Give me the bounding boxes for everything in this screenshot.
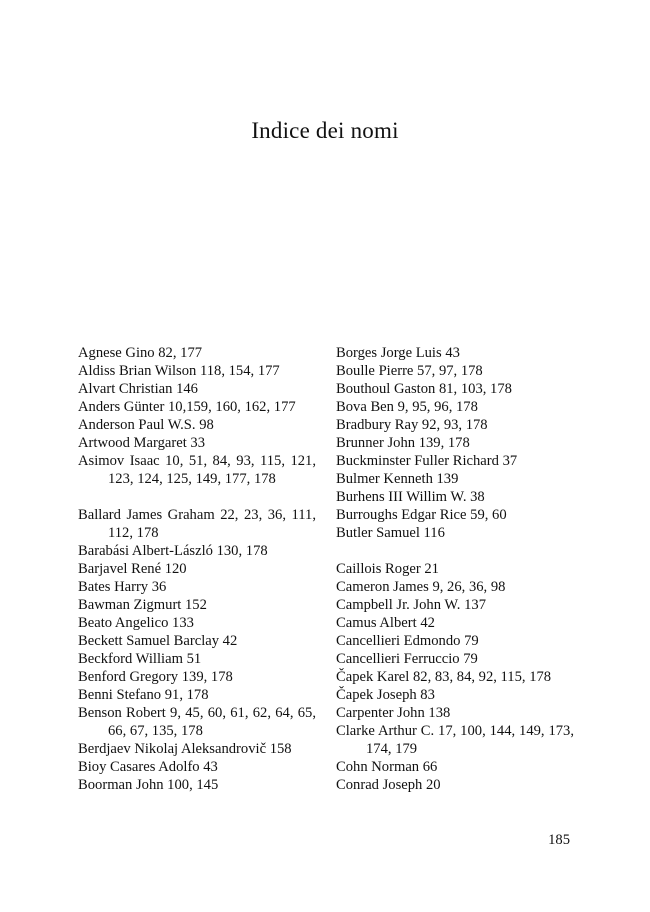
- index-entry: Boorman John 100, 145: [78, 777, 219, 793]
- index-entry: Bouthoul Gaston 81, 103, 178: [336, 381, 512, 397]
- index-entry: Bradbury Ray 92, 93, 178: [336, 417, 488, 433]
- index-entry: Bawman Zigmurt 152: [78, 597, 207, 613]
- index-entry: Cancellieri Ferruccio 79: [336, 651, 478, 667]
- index-entry: Clarke Arthur C. 17, 100, 144, 149, 173, 174, 179: [336, 723, 574, 757]
- index-entry: Bova Ben 9, 95, 96, 178: [336, 399, 478, 415]
- index-entry: Boulle Pierre 57, 97, 178: [336, 363, 483, 379]
- index-entry: Bulmer Kenneth 139: [336, 471, 459, 487]
- index-entry: Berdjaev Nikolaj Aleksandrovič 158: [78, 741, 292, 757]
- index-entry: Agnese Gino 82, 177: [78, 345, 203, 361]
- index-entry: Barjavel René 120: [78, 561, 187, 577]
- index-entry: Benni Stefano 91, 178: [78, 687, 209, 703]
- index-entry: Bates Harry 36: [78, 579, 167, 595]
- index-entry: Beckford William 51: [78, 651, 202, 667]
- index-entry: Brunner John 139, 178: [336, 435, 470, 451]
- index-entry: Caillois Roger 21: [336, 561, 439, 577]
- index-entry: Benson Robert 9, 45, 60, 61, 62, 64, 65, 66, 67, 135, 178: [78, 705, 316, 739]
- page-number: 185: [548, 832, 570, 848]
- index-entry: Borges Jorge Luis 43: [336, 345, 460, 361]
- index-entry: Beckett Samuel Barclay 42: [78, 633, 238, 649]
- index-entry: Aldiss Brian Wilson 118, 154, 177: [78, 363, 280, 379]
- index-entry: Beato Angelico 133: [78, 615, 194, 631]
- index-entry: Asimov Isaac 10, 51, 84, 93, 115, 121, 123, 124, 125, 149, 177, 178: [78, 453, 316, 487]
- index-entry: Benford Gregory 139, 178: [78, 669, 233, 685]
- index-entry: Anders Günter 10,159, 160, 162, 177: [78, 399, 296, 415]
- page-title: Indice dei nomi: [251, 118, 399, 143]
- index-entry: Bioy Casares Adolfo 43: [78, 759, 218, 775]
- index-entry: Butler Samuel 116: [336, 525, 445, 541]
- index-entry: Buckminster Fuller Richard 37: [336, 453, 518, 469]
- index-entry: Cohn Norman 66: [336, 759, 438, 775]
- index-entry: Burroughs Edgar Rice 59, 60: [336, 507, 507, 523]
- index-entry: Campbell Jr. John W. 137: [336, 597, 486, 613]
- index-column-right: [336, 344, 574, 794]
- index-entry: Carpenter John 138: [336, 705, 451, 721]
- index-column-left: [78, 344, 316, 794]
- index-entry: Anderson Paul W.S. 98: [78, 417, 214, 433]
- index-entry: Cameron James 9, 26, 36, 98: [336, 579, 506, 595]
- index-entry: Conrad Joseph 20: [336, 777, 441, 793]
- index-entry: Barabási Albert-László 130, 178: [78, 543, 268, 559]
- index-entry: Alvart Christian 146: [78, 381, 198, 397]
- index-entry: Čapek Joseph 83: [336, 687, 435, 703]
- index-entry: Burhens III Willim W. 38: [336, 489, 485, 505]
- index-entry: Čapek Karel 82, 83, 84, 92, 115, 178: [336, 669, 552, 685]
- index-entry: Cancellieri Edmondo 79: [336, 633, 479, 649]
- index-entry: Camus Albert 42: [336, 615, 435, 631]
- index-entry: Artwood Margaret 33: [78, 435, 205, 451]
- index-entry: Ballard James Graham 22, 23, 36, 111, 112, 178: [78, 507, 316, 541]
